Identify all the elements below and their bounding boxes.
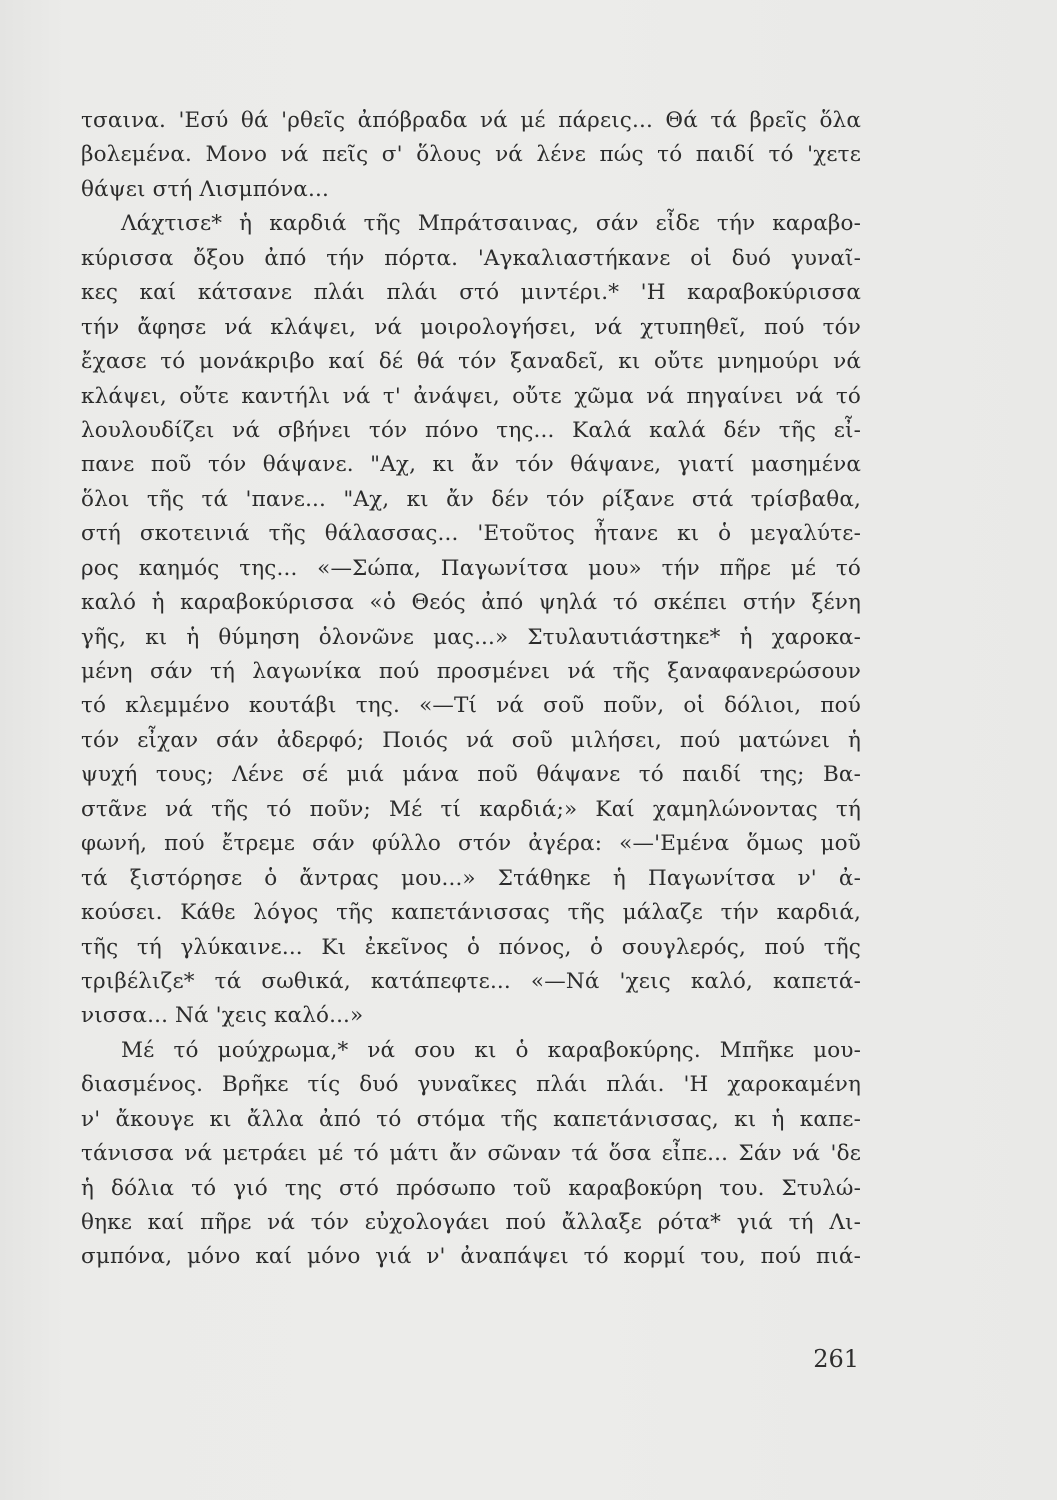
- text-line: τριβέλιζε* τά σωθικά, κατάπεφτε... «—Νά 'χεις καλό, καπετά-: [81, 968, 861, 994]
- text-line: στᾶνε νά τῆς τό ποῦν; Μέ τί καρδιά;» Καί χαμηλώνοντας τή: [81, 796, 861, 822]
- text-line: τσαινα. 'Εσύ θά 'ρθεῖς ἀπόβραδα νά μέ πάρεις... Θά τά βρεῖς ὅλα: [81, 108, 861, 133]
- text-line: κλάψει, οὔτε καντήλι νά τ' ἀνάψει, οὔτε χῶμα νά πηγαίνει νά τό: [81, 383, 861, 409]
- text-line: κες καί κάτσανε πλάι πλάι στό μιντέρι.* 'Η καραβοκύρισσα: [81, 280, 861, 306]
- text-line: τό κλεμμένο κουτάβι της. «—Τί νά σοῦ ποῦν, οἱ δόλιοι, πού: [81, 693, 861, 719]
- text-line: πανε ποῦ τόν θάψανε. "Αχ, κι ἄν τόν θάψανε, γιατί μασημένα: [81, 452, 861, 478]
- text-line: τάνισσα νά μετράει μέ τό μάτι ἄν σῶναν τά ὅσα εἶπε... Σάν νά 'δε: [81, 1141, 861, 1167]
- text-line: ν' ἄκουγε κι ἄλλα ἀπό τό στόμα τῆς καπετάνισσας, κι ἡ καπε-: [81, 1106, 861, 1132]
- text-line: Λάχτισε* ἡ καρδιά τῆς Μπράτσαινας, σάν εἶδε τήν καραβο-: [121, 211, 861, 237]
- page-number: 261: [813, 1345, 859, 1373]
- body-text: [81, 104, 861, 1275]
- text-line: κούσει. Κάθε λόγος τῆς καπετάνισσας τῆς μάλαζε τήν καρδιά,: [81, 900, 861, 926]
- text-line: βολεμένα. Μονο νά πεῖς σ' ὅλους νά λένε πώς τό παιδί τό 'χετε: [81, 142, 861, 168]
- text-line: σμπόνα, μόνο καί μόνο γιά ν' ἀναπάψει τό κορμί του, πού πιά-: [81, 1244, 861, 1270]
- text-line: τόν εἶχαν σάν ἀδερφό; Ποιός νά σοῦ μιλήσει, πού ματώνει ἡ: [81, 727, 861, 753]
- text-line: νισσα... Νά 'χεις καλό...»: [81, 1003, 364, 1029]
- text-line: θηκε καί πῆρε νά τόν εὐχολογάει πού ἄλλαξε ρότα* γιά τή Λι-: [81, 1210, 861, 1235]
- text-line: ρος καημός της... «—Σώπα, Παγωνίτσα μου» τήν πῆρε μέ τό: [81, 555, 861, 581]
- text-line: ἔχασε τό μονάκριβο καί δέ θά τόν ξαναδεῖ, κι οὔτε μνημούρι νά: [81, 349, 861, 375]
- text-line: τήν ἄφησε νά κλάψει, νά μοιρολογήσει, νά χτυπηθεῖ, πού τόν: [81, 314, 861, 340]
- text-line: ὅλοι τῆς τά 'πανε... "Αχ, κι ἄν δέν τόν ρίξανε στά τρίσβαθα,: [81, 486, 861, 512]
- text-line: ψυχή τους; Λένε σέ μιά μάνα ποῦ θάψανε τό παιδί της; Βα-: [81, 762, 861, 788]
- text-line: θάψει στή Λισμπόνα...: [81, 176, 329, 202]
- text-line: λουλουδίζει νά σβήνει τόν πόνο της... Καλά καλά δέν τῆς εἶ-: [81, 417, 861, 443]
- text-line: Μέ τό μούχρωμα,* νά σου κι ὁ καραβοκύρης. Μπῆκε μου-: [121, 1037, 861, 1063]
- text-line: τά ξιστόρησε ὁ ἄντρας μου...» Στάθηκε ἡ Παγωνίτσα ν' ἀ-: [81, 865, 861, 891]
- text-line: τῆς τή γλύκαινε... Κι ἐκεῖνος ὁ πόνος, ὁ σουγλερός, πού τῆς: [81, 934, 861, 960]
- text-line: καλό ἡ καραβοκύρισσα «ὁ Θεός ἀπό ψηλά τό σκέπει στήν ξένη: [81, 590, 861, 616]
- text-line: μένη σάν τή λαγωνίκα πού προσμένει νά τῆς ξαναφανερώσουν: [81, 659, 861, 684]
- text-line: στή σκοτεινιά τῆς θάλασσας... 'Ετοῦτος ἦτανε κι ὁ μεγαλύτε-: [81, 521, 861, 547]
- text-line: διασμένος. Βρῆκε τίς δυό γυναῖκες πλάι πλάι. 'Η χαροκαμένη: [81, 1072, 861, 1098]
- text-line: φωνή, πού ἔτρεμε σάν φύλλο στόν ἀγέρα: «—'Εμένα ὅμως μοῦ: [81, 831, 861, 857]
- text-line: ἡ δόλια τό γιό της στό πρόσωπο τοῦ καραβοκύρη του. Στυλώ-: [81, 1175, 861, 1201]
- text-line: γῆς, κι ἡ θύμηση ὁλονῶνε μας...» Στυλαυτιάστηκε* ἡ χαροκα-: [81, 624, 861, 650]
- text-line: κύρισσα ὄξου ἀπό τήν πόρτα. 'Αγκαλιαστήκανε οἱ δυό γυναῖ-: [81, 245, 861, 271]
